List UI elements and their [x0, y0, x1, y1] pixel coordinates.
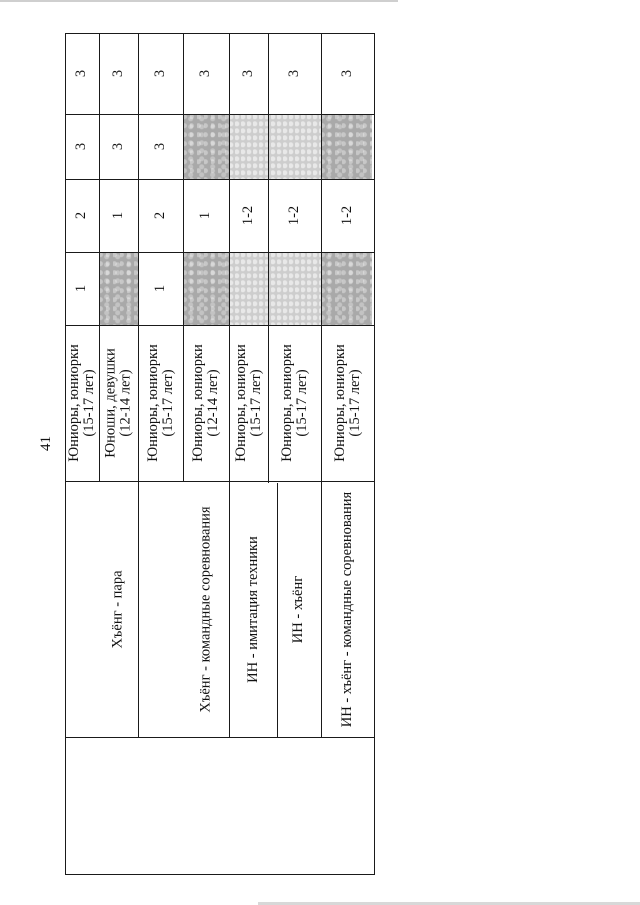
table-cell — [138, 33, 183, 114]
table-cell — [268, 179, 321, 252]
shaded-cell — [183, 114, 229, 179]
age-group-cell — [183, 325, 229, 481]
value-c4: 3 — [110, 69, 126, 78]
value-c4: 3 — [197, 69, 214, 78]
age-group: Юниоры, юниорки — [190, 344, 207, 462]
table-cell — [99, 33, 138, 114]
table-row — [277, 481, 321, 737]
table-cell — [65, 252, 99, 325]
age-group: Юниоры, юниорки — [278, 344, 295, 462]
shaded-cell — [183, 252, 229, 325]
age-group-cell — [65, 325, 99, 481]
table-cell — [321, 33, 374, 114]
table-border — [374, 33, 375, 875]
value-c2: 1 — [110, 211, 126, 220]
table-cell — [138, 114, 183, 179]
value-c2: 1-2 — [286, 205, 302, 226]
age-group-cell — [99, 325, 138, 481]
table-border — [65, 874, 374, 875]
table-cell — [65, 179, 99, 252]
age-group-cell — [321, 325, 374, 481]
table-cell — [99, 114, 138, 179]
event-name: Хъёнг - командные соревнования — [197, 505, 214, 713]
table-row — [99, 481, 138, 737]
value-c3: 3 — [110, 142, 126, 151]
table-cell — [138, 179, 183, 252]
value-c1: 1 — [152, 284, 168, 293]
value-c4: 3 — [339, 69, 355, 78]
age-range: (12-14 лет) — [117, 369, 134, 437]
table-cell — [268, 33, 321, 114]
table-cell — [65, 33, 99, 114]
value-c2: 1 — [197, 211, 214, 220]
age-range: (12-14 лет) — [205, 369, 222, 437]
event-name: Хъёнг - пара — [110, 569, 127, 649]
shaded-cell — [229, 252, 321, 325]
age-range: (15-17 лет) — [159, 369, 176, 437]
page-number: 41 — [38, 436, 54, 451]
table-border — [65, 252, 374, 253]
table-cell — [65, 114, 99, 179]
scan-edge-top — [0, 0, 398, 2]
table-row — [183, 481, 229, 737]
age-group-cell — [229, 325, 268, 481]
table-cell — [138, 252, 183, 325]
age-range: (15-17 лет) — [247, 369, 264, 437]
value-c4: 3 — [286, 69, 302, 78]
table-cell — [99, 179, 138, 252]
value-c4: 3 — [240, 69, 256, 78]
table-row — [229, 481, 277, 737]
value-c2: 2 — [73, 211, 90, 220]
value-c2: 1-2 — [339, 205, 355, 226]
value-c4: 3 — [152, 69, 168, 78]
table-cell — [321, 179, 374, 252]
age-range: (15-17 лет) — [81, 369, 98, 437]
age-range: (15-17 лет) — [346, 369, 363, 437]
age-group: Юноши, девушки — [102, 348, 119, 458]
table-border — [138, 481, 139, 737]
value-c1: 1 — [73, 284, 90, 293]
table-cell — [183, 179, 229, 252]
table-row — [321, 481, 374, 737]
shaded-cell — [229, 114, 321, 179]
age-group: Юниоры, юниорки — [66, 344, 83, 462]
table-border — [65, 737, 374, 738]
age-group-cell — [138, 325, 183, 481]
event-name: ИН - хъёнг — [290, 575, 307, 643]
shaded-cell — [321, 114, 372, 179]
value-c2: 2 — [152, 211, 168, 220]
event-name: ИН - хъёнг - командные соревнования — [339, 491, 356, 727]
age-group: Юниоры, юниорки — [144, 344, 161, 462]
table-cell — [229, 33, 268, 114]
table-cell — [183, 33, 229, 114]
age-range: (15-17 лет) — [293, 369, 310, 437]
age-group: Юниоры, юниорки — [331, 344, 348, 462]
table-cell — [229, 179, 268, 252]
value-c3: 3 — [73, 142, 90, 151]
shaded-cell — [99, 252, 138, 325]
value-c3: 3 — [152, 142, 168, 151]
shaded-cell — [321, 252, 372, 325]
value-c4: 3 — [73, 69, 90, 78]
age-group-cell — [268, 325, 321, 481]
event-name: ИН - имитация техники — [244, 535, 261, 683]
age-group: Юниоры, юниорки — [232, 344, 249, 462]
value-c2: 1-2 — [240, 205, 256, 226]
